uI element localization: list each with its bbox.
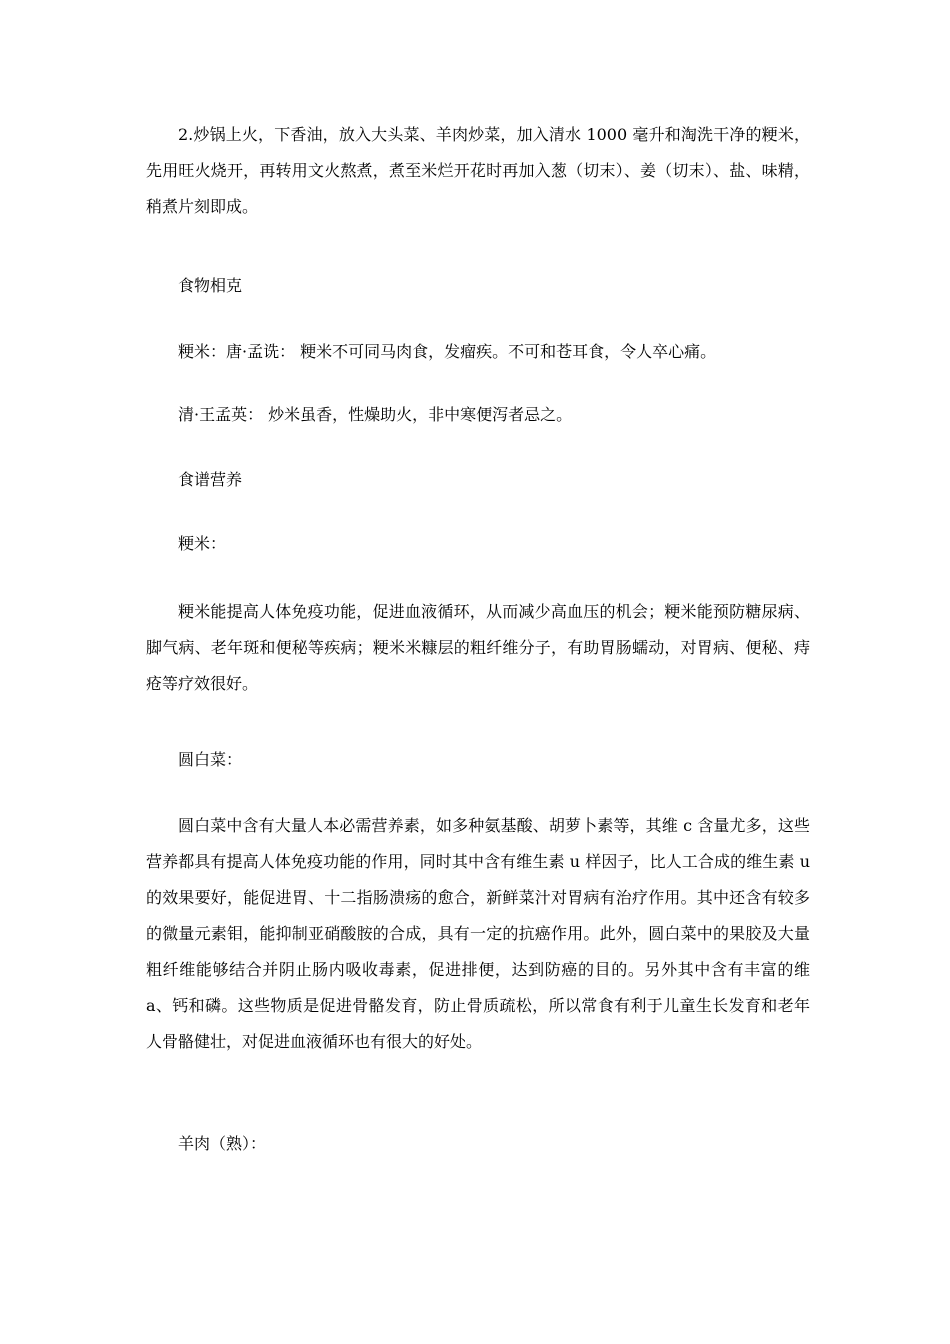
section-heading-food-conflict: 食物相克 — [178, 276, 243, 295]
ingredient-label-mutton: 羊肉（熟）： — [178, 1134, 267, 1153]
recipe-step-2: 2.炒锅上火，下香油，放入大头菜、羊肉炒菜，加入清水 1000 毫升和淘洗干净的粳米，先用旺火烧开，再转用文火熬煮，煮至米烂开花时再加入葱（切末）、姜（切末）、盐、味精，稍煮片刻即成。 — [146, 125, 810, 216]
conflict-note-fried-rice: 清·王孟英： 炒米虽香，性燥助火，非中寒便泻者忌之。 — [178, 405, 573, 424]
conflict-note-rice: 粳米：唐·孟诜： 粳米不可同马肉食，发瘤疾。不可和苍耳食，令人卒心痛。 — [178, 342, 717, 361]
ingredient-label-rice: 粳米： — [178, 534, 227, 553]
section-heading-nutrition: 食谱营养 — [178, 470, 243, 489]
ingredient-label-cabbage: 圆白菜： — [178, 750, 243, 769]
ingredient-text-rice: 粳米能提高人体免疫功能，促进血液循环，从而减少高血压的机会；粳米能预防糖尿病、脚气病、老年斑和便秘等疾病；粳米米糠层的粗纤维分子，有助胃肠蠕动，对胃病、便秘、痔疮等疗效很好。 — [146, 602, 810, 693]
ingredient-text-cabbage: 圆白菜中含有大量人本必需营养素，如多种氨基酸、胡萝卜素等，其维 c 含量尤多，这些营养都具有提高人体免疫功能的作用，同时其中含有维生素 u 样因子，比人工合成的维生素 u 的效果要好，能促进胃、十二指肠溃疡的愈合，新鲜菜汁对胃病有治疗作用。其中还含有较多的微量元素钼，能抑制亚硝酸胺的合成，具有一定的抗癌作用。此外，圆白菜中的果胶及大量粗纤维能够结合并阴止肠内吸收毒素，促进排便，达到防癌的目的。另外其中含有丰富的维 a、钙和磷。这些物质是促进骨骼发育，防止骨质疏松，所以常食有利于儿童生长发育和老年人骨骼健壮，对促进血液循环也有很大的好处。 — [146, 816, 810, 1051]
